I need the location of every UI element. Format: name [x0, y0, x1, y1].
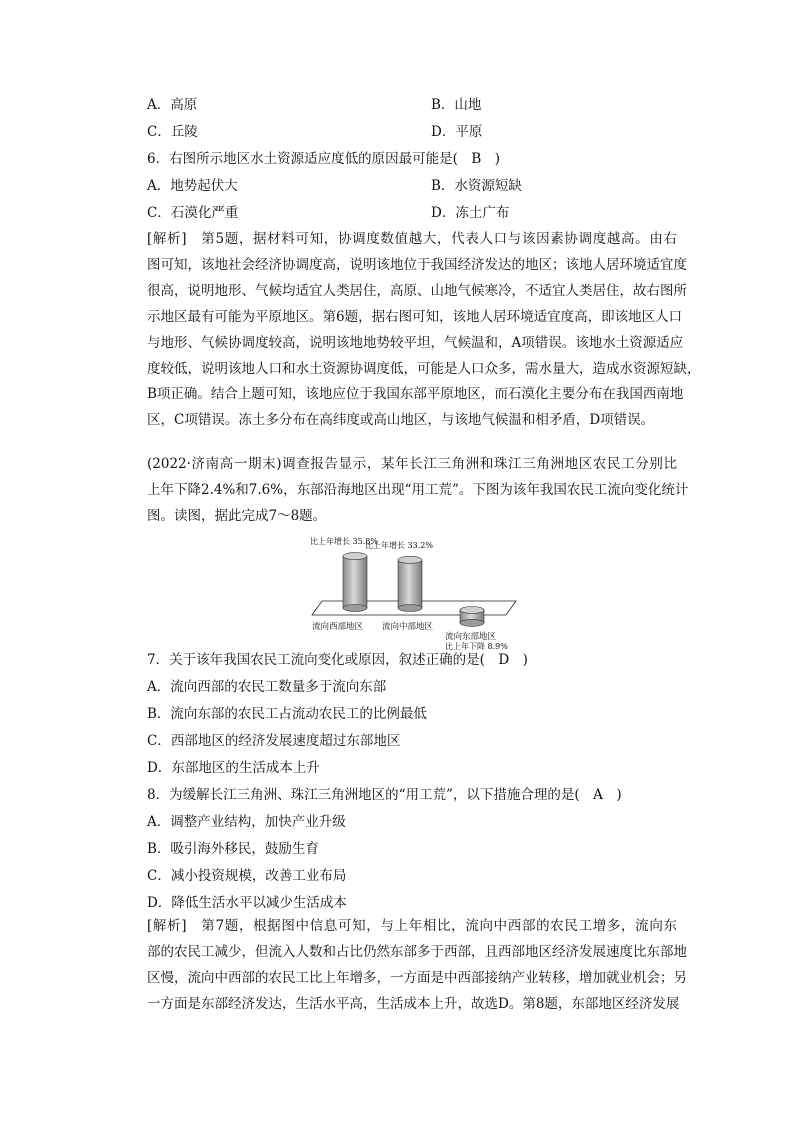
analysis-1-line: 与地形、气候协调度较高，说明该地地势较平坦，气候温和，A项错误。该地水土资源适应 [147, 334, 684, 351]
analysis-1-line: 区，C项错误。冻土多分布在高纬度或高山地区，与该地气候温和相矛盾，D项错误。 [147, 412, 655, 429]
q7-option-c: C．西部地区的经济发展速度超过东部地区 [147, 733, 401, 749]
q6-option-c: C．石漠化严重 [147, 205, 239, 221]
q6-option-d: D．冻土广布 [431, 205, 510, 221]
analysis-1-line: 度较低，说明该地人口和水土资源协调度低，可能是人口众多，需水量大，造成水资源短缺， [147, 360, 701, 377]
analysis-1-line: [解析] 第5题，据材料可知，协调度数值越大，代表人口与该因素协调度越高。由右 [147, 231, 677, 247]
chart-data-label: 比上年增长 35.8% [310, 537, 378, 547]
analysis-2-line: 部的农民工减少，但流入人数和占比仍然东部多于西部，且西部地区经济发展速度比东部地 [147, 943, 687, 960]
chart-category-label: 流向西部地区 [312, 622, 364, 632]
chart-category-label: 流向东部地区 [445, 632, 497, 642]
q6-stem: 6．右图所示地区水土资源适应度低的原因最可能是( B ) [147, 151, 501, 167]
material-paragraph [147, 452, 689, 530]
analysis-paragraph-2 [147, 914, 687, 1018]
material-line: (2022·济南高一期末)调查报告显示，某年长江三角洲和珠江三角洲地区农民工分别比 [147, 456, 677, 472]
chart-bar [460, 607, 484, 627]
q8-option-d: D．降低生活水平以减少生活成本 [147, 895, 347, 911]
chart-bar [343, 553, 367, 612]
q5-option-c: C．丘陵 [147, 124, 198, 140]
analysis-1-line: 示地区最有可能为平原地区。第6题，据右图可知，该地人居环境适宜度高，即该地区人口 [147, 308, 683, 325]
chart-data-label: 比上年增长 33.2% [365, 540, 433, 550]
analysis-2-line: 一方面是东部经济发达，生活水平高，生活成本上升，故选D。第8题，东部地区经济发展 [147, 995, 680, 1012]
q6-option-a: A．地势起伏大 [147, 178, 238, 194]
chart-bar [398, 556, 422, 611]
analysis-1-line: B项正确。结合上题可知，该地应位于我国东部平原地区，而石漠化主要分布在我国西南地 [147, 386, 684, 403]
migration-chart [300, 528, 530, 651]
q5-option-a: A．高原 [147, 97, 198, 113]
q8-option-b: B．吸引海外移民，鼓励生育 [147, 841, 319, 857]
q7-option-a: A．流向西部的农民工数量多于流向东部 [147, 679, 387, 695]
q7-option-d: D．东部地区的生活成本上升 [147, 760, 320, 776]
analysis-1-line: 图可知，该地社会经济协调度高，说明该地位于我国经济发达的地区；该地人居环境适宜度 [147, 256, 687, 273]
q8-option-c: C．减小投资规模，改善工业布局 [147, 868, 347, 884]
material-line: 图。读图，据此完成7～8题。 [147, 507, 327, 524]
chart-data-label: 比上年下降 8.9% [445, 642, 508, 651]
q6-option-b: B．水资源短缺 [431, 178, 522, 194]
q5-option-d: D．平原 [431, 124, 483, 140]
q7-option-b: B．流向东部的农民工占流动农民工的比例最低 [147, 706, 427, 722]
analysis-1-line: 很高，说明地形、气候均适宜人类居住，高原、山地气候寒冷，不适宜人类居住，故右图所 [147, 282, 687, 299]
chart-category-label: 流向中部地区 [382, 622, 434, 632]
q5-option-b: B．山地 [431, 97, 482, 113]
analysis-2-line: [解析] 第7题，根据图中信息可知，与上年相比，流向中西部的农民工增多，流向东 [147, 918, 677, 934]
analysis-paragraph-1 [147, 227, 701, 434]
q7-stem: 7．关于该年我国农民工流向变化或原因，叙述正确的是( D ) [147, 652, 528, 668]
material-line: 上年下降2.4%和7.6%，东部沿海地区出现“用工荒”。下图为该年我国农民工流向变化统计 [147, 481, 689, 498]
q8-stem: 8．为缓解长江三角洲、珠江三角洲地区的“用工荒”，以下措施合理的是( A ) [147, 787, 622, 803]
q8-option-a: A．调整产业结构，加快产业升级 [147, 814, 346, 830]
analysis-2-line: 区慢，流向中西部的农民工比上年增多，一方面是中西部接纳产业转移，增加就业机会；另 [147, 969, 687, 986]
